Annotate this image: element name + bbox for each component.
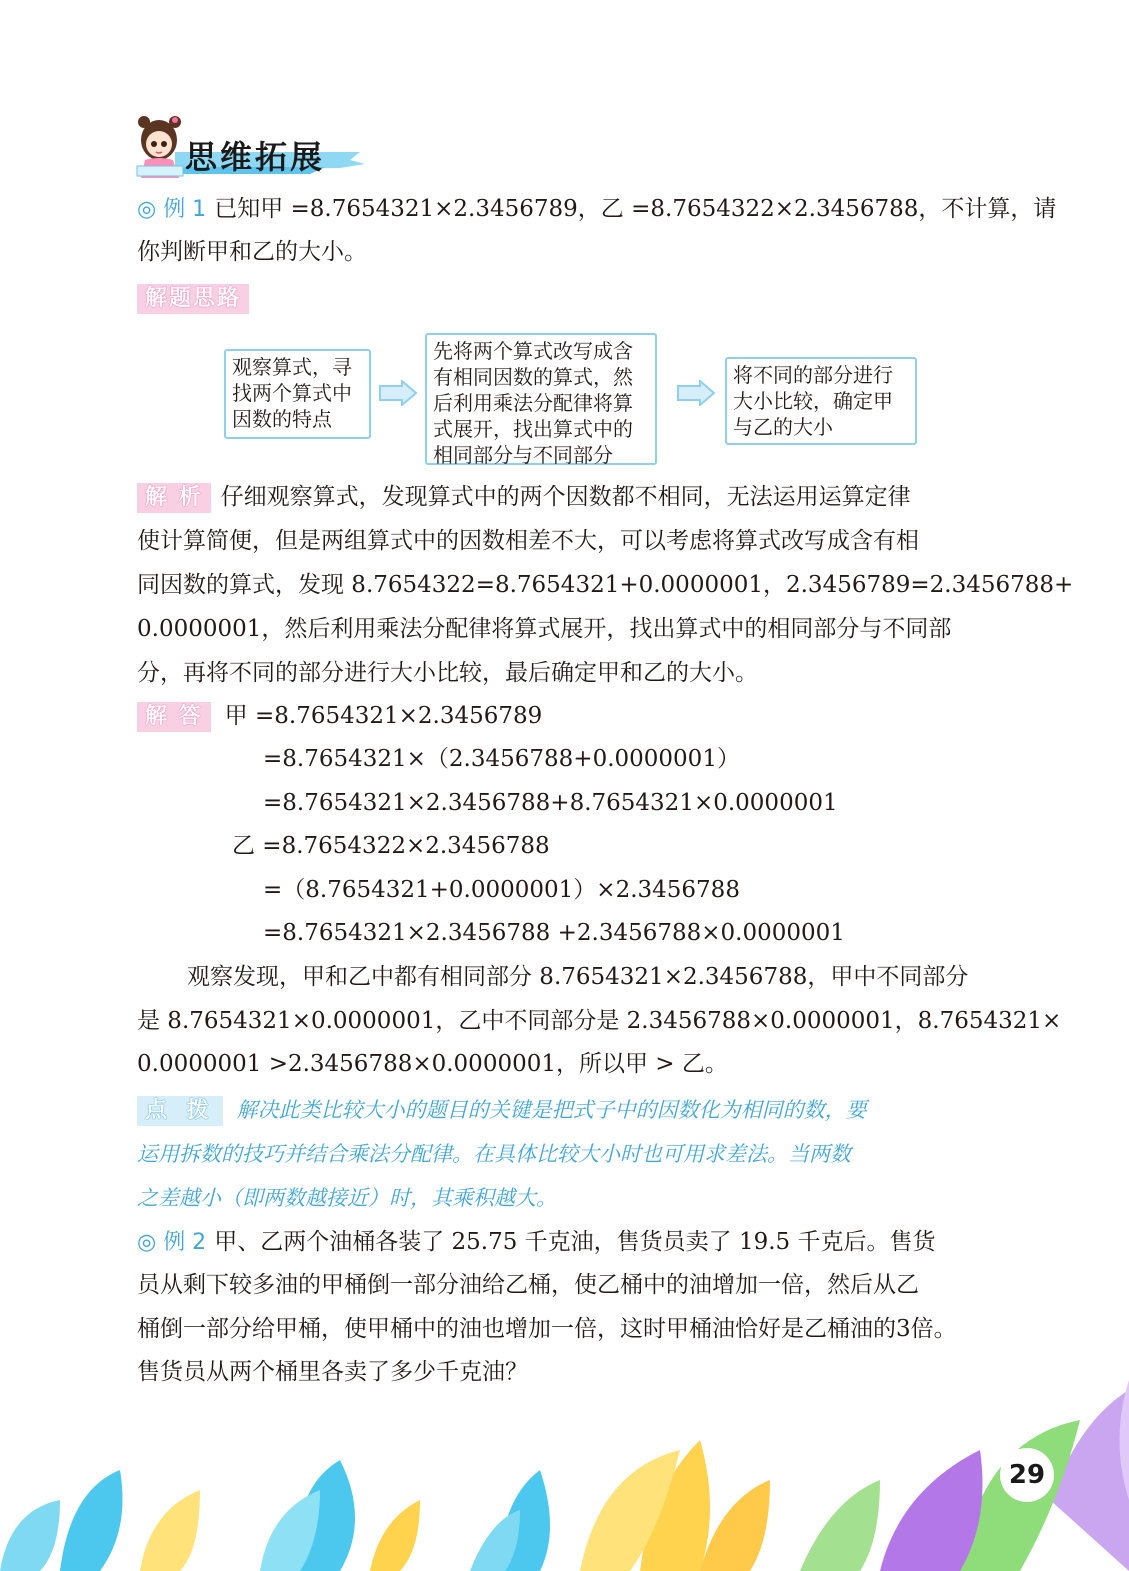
page-number: 29 [1000, 1448, 1054, 1502]
example-1-line-2: 你判断甲和乙的大小。 [137, 239, 367, 265]
example-1-text-1: 已知甲 =8.7654321×2.3456789，乙 =8.7654322×2.3456788，不计算，请 [214, 196, 1057, 222]
section-title: 思维拓展 [185, 138, 326, 176]
analysis-line: 解 析 仔细观察算式，发现算式中的两个因数都不相同，无法运用运算定律 [137, 482, 911, 513]
example-2-line: ◎ 例 2 甲、乙两个油桶各装了 25.75 千克油，售货员卖了 19.5 千克后。售货 [137, 1229, 936, 1255]
tip-tag: 点 拨 [137, 1096, 223, 1126]
approach-header [137, 283, 259, 314]
tip-line: 运用拆数的技巧并结合乘法分配律。在具体比较大小时也可用求差法。当两数 [137, 1142, 851, 1166]
conclusion-line: 0.0000001 >2.3456788×0.0000001，所以甲 > 乙。 [137, 1051, 728, 1077]
solution-tag: 解 答 [137, 702, 211, 732]
solution-line: 解 答 甲 =8.7654321×2.3456789 [137, 701, 542, 732]
arrow-right-icon [676, 380, 716, 406]
conclusion-line: 观察发现，甲和乙中都有相同部分 8.7654321×2.3456788，甲中不同部分 [187, 964, 969, 990]
solution-step: =8.7654321×2.3456788+8.7654321×0.0000001 [263, 790, 838, 816]
solution-step: =（8.7654321+0.0000001）×2.3456788 [263, 877, 740, 903]
solution-step: =8.7654321×2.3456788 +2.3456788×0.0000001 [263, 920, 845, 946]
flow-box-2: 先将两个算式改写成含 有相同因数的算式，然 后利用乘法分配律将算 式展开，找出算式中的 相同部分与不同部分 [425, 333, 657, 465]
tip-line: 点 拨 解决此类比较大小的题目的关键是把式子中的因数化为相同的数，要 [137, 1095, 867, 1126]
example-2-line: 桶倒一部分给甲桶，使甲桶中的油也增加一倍，这时甲桶油恰好是乙桶油的3倍。 [137, 1316, 957, 1342]
example-2-line: 售货员从两个桶里各卖了多少千克油？ [137, 1359, 528, 1385]
analysis-line: 0.0000001，然后利用乘法分配律将算式展开，找出算式中的相同部分与不同部 [137, 616, 952, 642]
arrow-right-icon [378, 380, 418, 406]
example-1-line [137, 194, 1056, 225]
flow-box-1: 观察算式，寻 找两个算式中 因数的特点 [224, 349, 371, 439]
plant-decoration-icon [0, 1380, 1129, 1571]
example-2-line: 员从剩下较多油的甲桶倒一部分油给乙桶，使乙桶中的油增加一倍，然后从乙 [137, 1272, 919, 1298]
example-2-label: ◎ 例 2 [137, 1230, 207, 1255]
analysis-line: 分，再将不同的部分进行大小比较，最后确定甲和乙的大小。 [137, 660, 758, 686]
analysis-line: 同因数的算式，发现 8.7654322=8.7654321+0.0000001，2.3456789=2.3456788+ [137, 572, 1074, 598]
solution-step: =8.7654321×（2.3456788+0.0000001） [263, 746, 740, 772]
example-1-label: ◎ 例 1 [137, 197, 207, 222]
approach-tag: 解题思路 [137, 284, 249, 314]
flow-box-3: 将不同的部分进行 大小比较，确定甲 与乙的大小 [725, 357, 917, 445]
conclusion-line: 是 8.7654321×0.0000001，乙中不同部分是 2.3456788×0.0000001，8.7654321× [137, 1008, 1062, 1034]
tip-line: 之差越小（即两数越接近）时，其乘积越大。 [137, 1186, 557, 1210]
analysis-line: 使计算简便，但是两组算式中的因数相差不大，可以考虑将算式改写成含有相 [137, 528, 919, 554]
analysis-tag: 解 析 [137, 483, 211, 513]
solution-step: 乙 =8.7654322×2.3456788 [232, 833, 550, 859]
